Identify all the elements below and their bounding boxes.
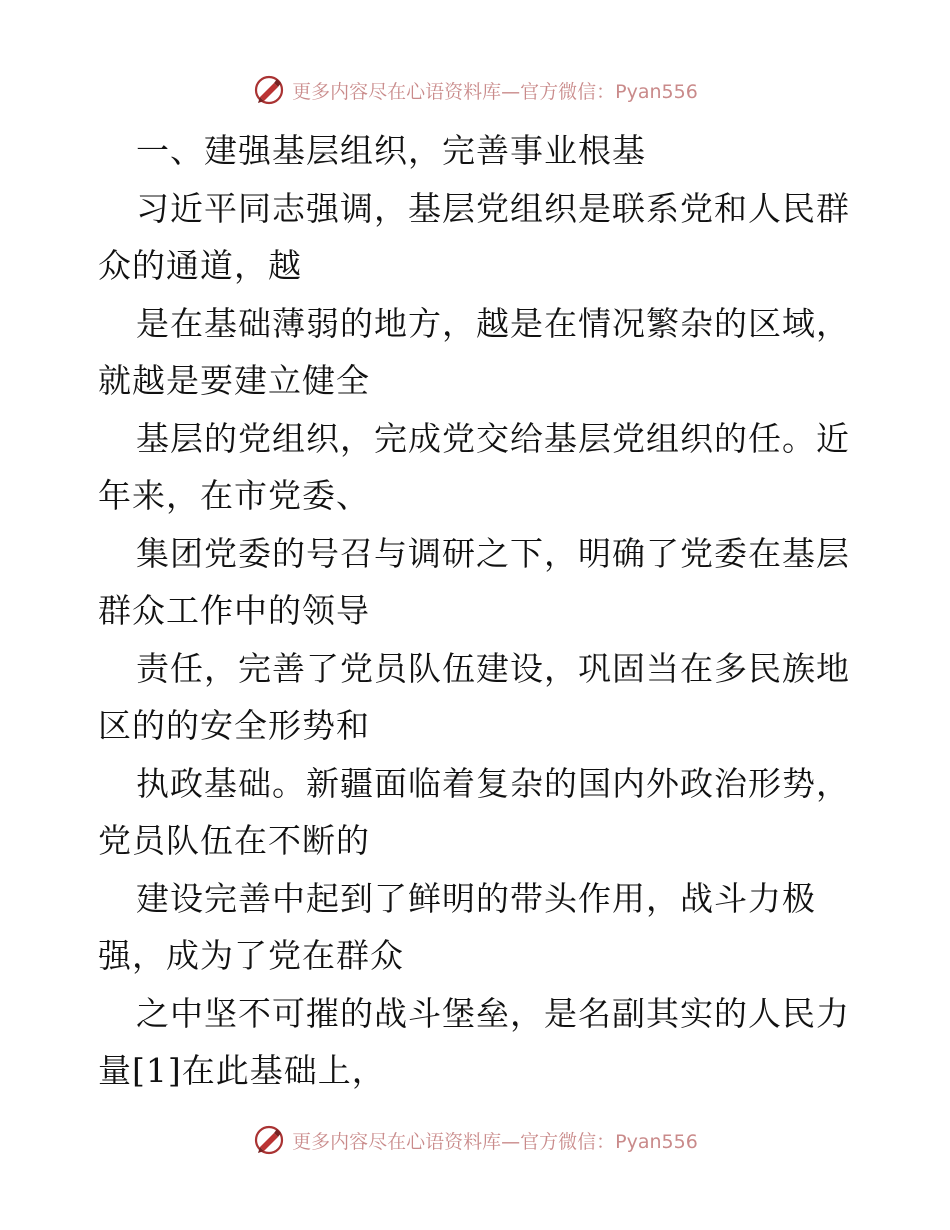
document-body — [98, 122, 858, 1100]
text-line: 之中坚不可摧的战斗堡垒，是名副其实的人民力 — [136, 993, 850, 1033]
text-line: 强，成为了党在群众 — [98, 936, 404, 975]
text-line: 责任，完善了党员队伍建设，巩固当在多民族地 — [136, 648, 850, 688]
text-line: 党员队伍在不断的 — [98, 821, 370, 860]
header-watermark — [0, 70, 950, 110]
text-line: 群众工作中的领导 — [98, 591, 370, 630]
footer-watermark-inner — [252, 1123, 698, 1157]
text-line: 集团党委的号召与调研之下，明确了党委在基层 — [136, 533, 850, 573]
watermark-text: 更多内容尽在心语资料库—官方微信：Pyan556 — [292, 80, 698, 103]
footer-watermark — [0, 1120, 950, 1160]
pen-logo-icon — [252, 73, 286, 107]
heading-line: 一、建强基层组织，完善事业根基 — [136, 131, 646, 170]
text-line: 年来，在市党委、 — [98, 476, 370, 515]
text-line: 是在基础薄弱的地方，越是在情况繁杂的区域， — [136, 303, 850, 343]
text-line: 量[1]在此基础上， — [98, 1051, 386, 1090]
text-line: 建设完善中起到了鲜明的带头作用，战斗力极 — [136, 878, 816, 918]
text-line: 区的的安全形势和 — [98, 706, 370, 745]
watermark-text: 更多内容尽在心语资料库—官方微信：Pyan556 — [292, 1130, 698, 1153]
text-line: 众的通道，越 — [98, 246, 302, 285]
text-line: 就越是要建立健全 — [98, 361, 370, 400]
text-line: 基层的党组织，完成党交给基层党组织的任。近 — [136, 418, 850, 458]
text-line: 习近平同志强调，基层党组织是联系党和人民群 — [136, 188, 850, 228]
text-line: 执政基础。新疆面临着复杂的国内外政治形势， — [136, 763, 850, 803]
pen-logo-icon — [252, 1123, 286, 1157]
header-watermark-inner — [252, 73, 698, 107]
